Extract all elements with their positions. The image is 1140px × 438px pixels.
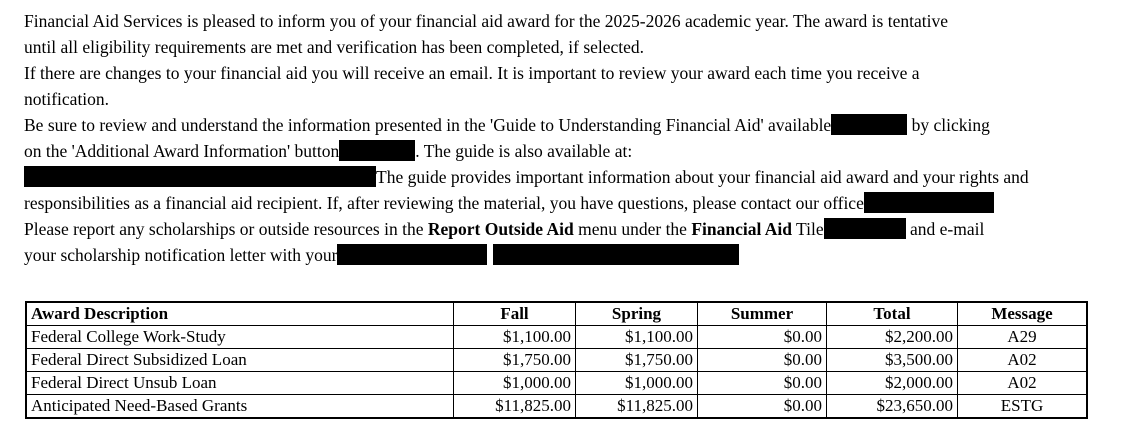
spring-amount: $1,750.00 <box>576 349 698 372</box>
fall-amount: $1,750.00 <box>454 349 576 372</box>
total-amount: $23,650.00 <box>827 395 958 419</box>
menu-under-text: menu under the <box>573 219 692 239</box>
redacted-link <box>831 114 907 135</box>
tile-text: Tile <box>791 219 824 239</box>
summer-amount: $0.00 <box>698 395 827 419</box>
award-description: Federal College Work-Study <box>26 326 454 349</box>
redacted-recipient-2 <box>493 244 739 265</box>
message-code: A29 <box>958 326 1088 349</box>
table-row <box>26 349 1087 372</box>
header-spring: Spring <box>576 302 698 326</box>
fall-amount: $1,000.00 <box>454 372 576 395</box>
letter-line-4: notification. <box>24 89 110 109</box>
table-header-row <box>26 302 1087 326</box>
letter-line-2: until all eligibility requirements are met and verification has been completed, if selected. <box>24 37 645 57</box>
letter-line-7 <box>24 164 1124 190</box>
fall-amount: $1,100.00 <box>454 326 576 349</box>
message-code: A02 <box>958 372 1088 395</box>
letter-line-8 <box>24 190 1124 216</box>
letter-line-3: If there are changes to your financial aid you will receive an email. It is important to review your award each time you receive a <box>24 63 920 83</box>
header-fall: Fall <box>454 302 576 326</box>
guide-text: Be sure to review and understand the information presented in the 'Guide to Understanding Financial Aid' available <box>24 115 832 135</box>
table-row <box>26 372 1087 395</box>
redacted-tile <box>824 218 906 239</box>
contact-text: responsibilities as a financial aid recipient. If, after reviewing the material, you have questions, please contact our office <box>24 193 864 213</box>
fall-amount: $11,825.00 <box>454 395 576 419</box>
header-total: Total <box>827 302 958 326</box>
report-outside-aid-menu: Report Outside Aid <box>427 219 574 239</box>
spring-amount: $1,000.00 <box>576 372 698 395</box>
spring-amount: $11,825.00 <box>576 395 698 419</box>
table-row <box>26 326 1087 349</box>
award-description: Federal Direct Unsub Loan <box>26 372 454 395</box>
financial-aid-tile: Financial Aid <box>691 219 792 239</box>
redacted-contact <box>864 192 994 213</box>
guide-available-text: . The guide is also available at: <box>415 141 633 161</box>
letter-line-1: Financial Aid Services is pleased to inform you of your financial aid award for the 2025-2026 academic year. The award is tentative <box>24 11 948 31</box>
award-description: Federal Direct Subsidized Loan <box>26 349 454 372</box>
table-row <box>26 395 1087 419</box>
award-description: Anticipated Need-Based Grants <box>26 395 454 419</box>
header-award-description: Award Description <box>26 302 454 326</box>
button-text: on the 'Additional Award Information' button <box>24 141 340 161</box>
spring-amount: $1,100.00 <box>576 326 698 349</box>
award-table <box>25 301 1088 419</box>
redacted-recipient-1 <box>337 244 487 265</box>
award-letter <box>24 8 1124 268</box>
summer-amount: $0.00 <box>698 326 827 349</box>
guide-info-text: The guide provides important information about your financial aid award and your rights and <box>376 167 1029 187</box>
summer-amount: $0.00 <box>698 349 827 372</box>
email-text: and e-mail <box>905 219 985 239</box>
letter-line-5 <box>24 112 1124 138</box>
total-amount: $2,000.00 <box>827 372 958 395</box>
scholarship-text: your scholarship notification letter with your <box>24 245 338 265</box>
message-code: ESTG <box>958 395 1088 419</box>
letter-line-10 <box>24 242 1124 268</box>
redacted-url <box>24 166 376 187</box>
letter-line-6 <box>24 138 1124 164</box>
message-code: A02 <box>958 349 1088 372</box>
total-amount: $2,200.00 <box>827 326 958 349</box>
total-amount: $3,500.00 <box>827 349 958 372</box>
letter-line-9 <box>24 216 1124 242</box>
by-clicking-text: by clicking <box>907 115 990 135</box>
summer-amount: $0.00 <box>698 372 827 395</box>
header-summer: Summer <box>698 302 827 326</box>
report-text: Please report any scholarships or outside resources in the <box>24 219 428 239</box>
redacted-button <box>339 140 415 161</box>
header-message: Message <box>958 302 1088 326</box>
